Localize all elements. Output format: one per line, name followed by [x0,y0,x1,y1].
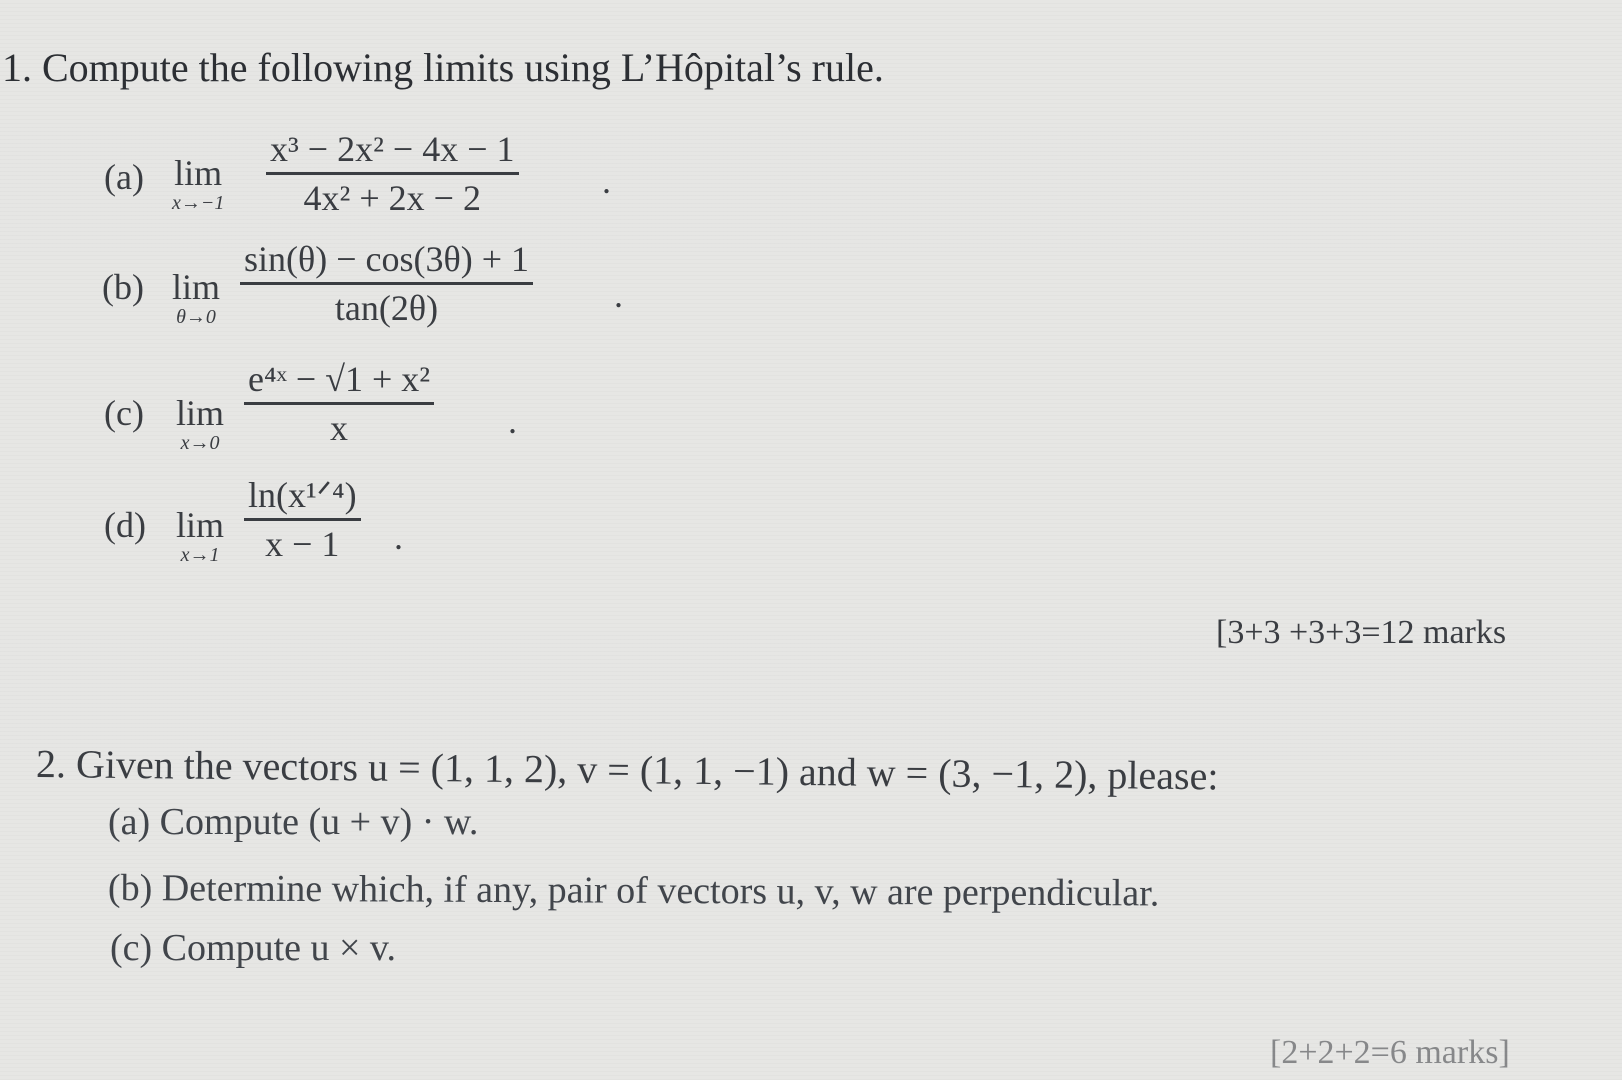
denominator: x [330,408,349,448]
part-1c-label: (c) [104,393,144,433]
part-1b-limit [172,266,220,329]
limit-subscript: x→1 [180,544,220,566]
question-2-marks: [2+2+2=6 marks] [1270,1034,1510,1071]
part-1d-limit [176,504,224,567]
part-1d-fraction [244,474,361,565]
limit-subscript: x→0 [180,432,220,454]
question-2b: (b) Determine which, if any, pair of vectors u, v, w are perpendicular. [107,867,1160,915]
part-1b-fraction [240,238,533,329]
period: . [614,275,623,315]
numerator: sin(θ) − cos(3θ) + 1 [244,239,530,279]
period: . [508,401,517,441]
numerator: ln(x¹ᐟ⁴) [248,475,357,515]
question-2c: (c) Compute u × v. [110,927,396,969]
lim-word: lim [172,267,221,307]
question-2-title: 2. Given the vectors u = (1, 1, 2), v = (1, 1, −1) and w = (3, −1, 2), please: [35,741,1219,799]
numerator: e⁴ˣ − √1 + x² [248,359,431,399]
limit-subscript: θ→0 [176,306,216,328]
numerator: x³ − 2x² − 4x − 1 [270,129,515,169]
lim-word: lim [176,393,225,433]
part-1a-fraction [266,128,519,219]
denominator: tan(2θ) [334,288,439,328]
part-1d-label: (d) [104,505,146,545]
part-1a-label: (a) [104,157,144,197]
part-1a-limit [172,152,224,215]
limit-subscript: x→−1 [172,192,225,214]
question-2a: (a) Compute (u + v) · w. [108,801,479,843]
part-1c-limit [176,392,224,455]
period: . [394,517,403,557]
lim-word: lim [176,505,225,545]
question-1-title: 1. Compute the following limits using L’Hôpital’s rule. [2,45,884,90]
question-1-marks: [3+3 +3+3=12 marks [1216,614,1507,651]
part-1c-fraction [244,358,434,449]
part-1b-label: (b) [102,267,144,307]
denominator: 4x² + 2x − 2 [303,178,481,218]
denominator: x − 1 [265,524,340,564]
lim-word: lim [174,153,223,193]
period: . [602,161,611,201]
